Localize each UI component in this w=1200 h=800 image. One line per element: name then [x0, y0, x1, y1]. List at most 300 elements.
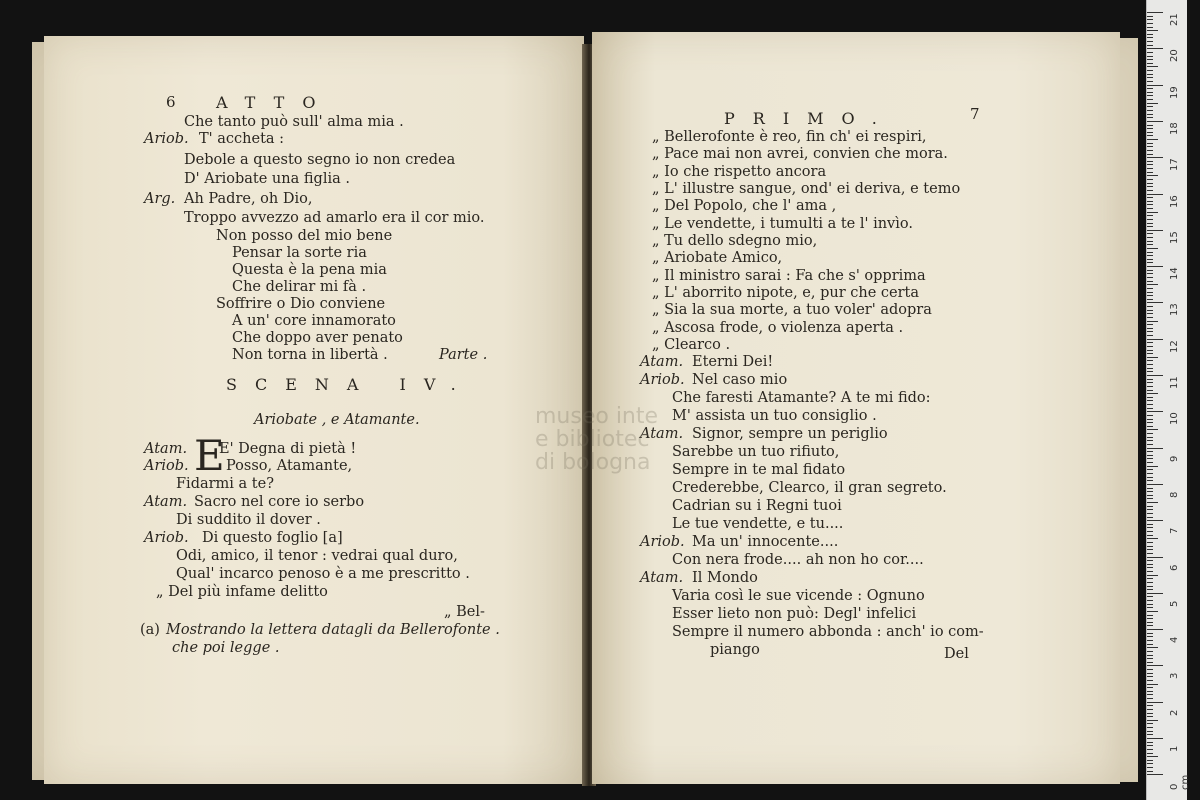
verse-line: Che delirar mi fà . [232, 279, 367, 295]
ruler-tick [1147, 723, 1153, 724]
ruler-tick [1147, 371, 1153, 372]
ruler-tick [1147, 190, 1153, 191]
ruler-tick [1147, 85, 1163, 86]
quoted-line: „ Pace mai non avrei, convien che mora. [652, 146, 948, 162]
open-book [14, 14, 1134, 778]
verse-line: Le tue vendette, e tu.... [672, 516, 844, 532]
watermark-line: museo inte [535, 404, 659, 429]
ruler-tick [1147, 19, 1153, 20]
verse-line: Ma un' innocente.... [692, 534, 839, 550]
stage-direction: Parte . [439, 347, 488, 363]
ruler-tick [1147, 451, 1153, 452]
running-header: ATTO [216, 93, 334, 112]
ruler-tick [1147, 575, 1158, 576]
ruler-tick [1147, 328, 1153, 329]
speaker: Arg. [144, 191, 176, 207]
ruler-tick [1147, 484, 1163, 485]
ruler-tick [1147, 88, 1153, 89]
ruler-tick [1147, 745, 1153, 746]
ruler-tick [1147, 230, 1163, 231]
ruler-tick [1147, 59, 1153, 60]
ruler-tick [1147, 241, 1153, 242]
museum-watermark [535, 405, 658, 474]
ruler-tick [1147, 655, 1153, 656]
ruler-tick [1147, 531, 1153, 532]
ruler-tick [1147, 647, 1158, 648]
ruler-tick [1147, 146, 1153, 147]
ruler-tick [1147, 390, 1153, 391]
speaker: Atam. [640, 354, 684, 370]
ruler-tick [1147, 589, 1153, 590]
ruler-tick [1147, 404, 1153, 405]
ruler-tick [1147, 41, 1153, 42]
speaker: Atam. [144, 494, 188, 510]
ruler-tick [1147, 680, 1153, 681]
catchword: Del [944, 646, 969, 662]
ruler-tick [1147, 281, 1153, 282]
ruler-tick [1147, 295, 1153, 296]
quoted-line: „ Io che rispetto ancora [652, 164, 827, 180]
ruler-tick [1147, 262, 1153, 263]
drop-cap: E [194, 431, 225, 480]
ruler-tick [1147, 691, 1153, 692]
ruler-tick [1147, 549, 1153, 550]
quoted-line: „ Ariobate Amico, [652, 250, 783, 266]
ruler-tick [1147, 237, 1153, 238]
speaker: Ariob. [144, 530, 189, 546]
ruler-tick [1147, 720, 1158, 721]
ruler-tick [1147, 215, 1153, 216]
verse-line: Di suddito il dover . [176, 512, 321, 528]
ruler-tick [1147, 186, 1153, 187]
ruler-tick [1147, 448, 1163, 449]
quoted-line: „ Il ministro sarai : Fa che s' opprima [652, 268, 926, 284]
ruler-tick [1147, 66, 1158, 67]
ruler-tick [1147, 143, 1153, 144]
ruler-tick [1147, 644, 1153, 645]
verse-line: T' accheta : [199, 131, 285, 147]
verse-line: Crederebbe, Clearco, il gran segreto. [672, 480, 947, 496]
ruler-tick [1147, 466, 1158, 467]
ruler-tick [1147, 738, 1163, 739]
ruler-label: 2 [1169, 709, 1180, 716]
ruler-tick [1147, 458, 1153, 459]
ruler-tick [1147, 172, 1153, 173]
ruler-tick [1147, 408, 1153, 409]
verse-line: E' Degna di pietà ! [219, 441, 357, 457]
ruler-tick [1147, 132, 1153, 133]
ruler-tick [1147, 317, 1153, 318]
speaker: Ariob. [640, 534, 685, 550]
verse-line: Sarebbe un tuo rifiuto, [672, 444, 840, 460]
ruler-tick [1147, 150, 1153, 151]
ruler-tick [1147, 669, 1153, 670]
ruler-tick [1147, 742, 1153, 743]
ruler-tick [1147, 488, 1153, 489]
ruler-tick [1147, 139, 1158, 140]
verse-line: A un' core innamorato [232, 313, 396, 329]
ruler-label: 6 [1169, 564, 1180, 571]
ruler-label: 21 [1169, 13, 1180, 26]
ruler-label: 9 [1169, 455, 1180, 462]
ruler-tick [1147, 16, 1153, 17]
ruler-tick [1147, 564, 1153, 565]
ruler-tick [1147, 426, 1153, 427]
verse-line: Con nera frode.... ah non ho cor.... [672, 552, 924, 568]
verse-line: Debole a questo segno io non credea [184, 152, 456, 168]
ruler-tick [1147, 121, 1163, 122]
ruler-tick [1147, 727, 1153, 728]
ruler-tick [1147, 440, 1153, 441]
ruler-tick [1147, 774, 1163, 775]
ruler-tick [1147, 567, 1153, 568]
ruler-tick [1147, 477, 1153, 478]
ruler-tick [1147, 277, 1153, 278]
ruler-tick [1147, 350, 1153, 351]
ruler-tick [1147, 473, 1153, 474]
verse-line: Pensar la sorte ria [232, 245, 367, 261]
ruler-tick [1147, 360, 1153, 361]
ruler-label: 1 [1169, 745, 1180, 752]
ruler-tick [1147, 469, 1153, 470]
ruler-tick [1147, 175, 1158, 176]
ruler-tick [1147, 433, 1153, 434]
ruler-tick [1147, 223, 1153, 224]
quoted-line: „ Ascosa frode, o violenza aperta . [652, 320, 904, 336]
ruler-tick [1147, 763, 1153, 764]
measurement-ruler [1146, 0, 1191, 800]
ruler-tick [1147, 346, 1153, 347]
ruler-tick [1147, 560, 1153, 561]
ruler-tick [1147, 34, 1153, 35]
ruler-tick [1147, 422, 1153, 423]
watermark-line: e bibliotec [535, 427, 650, 452]
ruler-tick [1147, 509, 1153, 510]
verse-line: Soffrire o Dio conviene [216, 296, 386, 312]
ruler-tick [1147, 379, 1153, 380]
ruler-tick [1147, 506, 1153, 507]
ruler-tick [1147, 135, 1153, 136]
ruler-tick [1147, 321, 1158, 322]
ruler-tick [1147, 342, 1153, 343]
ruler-tick [1147, 756, 1158, 757]
ruler-tick [1147, 306, 1153, 307]
ruler-tick [1147, 611, 1158, 612]
ruler-tick [1147, 324, 1153, 325]
ruler-tick [1147, 760, 1153, 761]
ruler-tick [1147, 114, 1153, 115]
ruler-label: 17 [1169, 158, 1180, 172]
verse-line: Che doppo aver penato [232, 330, 403, 346]
verse-line: Ah Padre, oh Dio, [184, 191, 313, 207]
ruler-tick [1147, 658, 1153, 659]
ruler-tick [1147, 542, 1153, 543]
ruler-tick [1147, 30, 1158, 31]
speaker: Ariob. [640, 372, 685, 388]
ruler-tick [1147, 128, 1153, 129]
left-page [44, 36, 584, 784]
quoted-line: „ Sia la sua morte, a tuo voler' adopra [652, 302, 932, 318]
ruler-label: 12 [1169, 339, 1180, 353]
ruler-tick [1147, 125, 1153, 126]
speaker: Atam. [640, 426, 684, 442]
ruler-tick [1147, 571, 1153, 572]
quoted-line: „ Clearco . [652, 337, 731, 353]
ruler-tick [1147, 266, 1163, 267]
watermark-line: di bologna [535, 450, 651, 475]
quoted-line: „ L' aborrito nipote, e, pur che certa [652, 285, 919, 301]
verse-line: „ Del più infame delitto [156, 584, 328, 600]
ruler-tick [1147, 622, 1153, 623]
ruler-tick [1147, 63, 1153, 64]
ruler-tick [1147, 684, 1158, 685]
ruler-tick [1147, 273, 1153, 274]
ruler-tick [1147, 364, 1153, 365]
ruler-tick [1147, 698, 1153, 699]
ruler-tick [1147, 292, 1153, 293]
ruler-tick [1147, 299, 1153, 300]
speaker: Ariob. [144, 458, 189, 474]
quoted-line: „ L' illustre sangue, ond' ei deriva, e temo [652, 181, 961, 197]
ruler-tick [1147, 357, 1158, 358]
footnote-continuation: che poi legge . [172, 640, 280, 656]
ruler-tick [1147, 154, 1153, 155]
verse-line: Questa è la pena mia [232, 262, 387, 278]
page-number: 7 [970, 105, 980, 123]
ruler-label: 18 [1169, 122, 1180, 135]
ruler-unit: 0 cm [1169, 774, 1191, 790]
ruler-tick [1147, 248, 1158, 249]
ruler-tick [1147, 734, 1153, 735]
quoted-line: „ Le vendette, i tumulti a te l' invìo. [652, 216, 913, 232]
ruler-label: 19 [1169, 85, 1180, 99]
ruler-tick [1147, 702, 1163, 703]
ruler-label: 20 [1169, 49, 1180, 63]
ruler-tick [1147, 429, 1158, 430]
ruler-tick [1147, 288, 1153, 289]
ruler-tick [1147, 651, 1153, 652]
ruler-tick [1147, 110, 1153, 111]
ruler-tick [1147, 52, 1153, 53]
ruler-tick [1147, 498, 1153, 499]
verse-line: Che tanto può sull' alma mia . [184, 114, 404, 130]
ruler-tick [1147, 375, 1163, 376]
ruler-tick [1147, 302, 1163, 303]
verse-line: Non torna in libertà . [232, 347, 388, 363]
right-page [592, 32, 1120, 784]
ruler-tick [1147, 633, 1153, 634]
quoted-line: „ Del Popolo, che l' ama , [652, 198, 837, 214]
ruler-tick [1147, 607, 1153, 608]
ruler-tick [1147, 37, 1153, 38]
ruler-tick [1147, 397, 1153, 398]
verse-line: M' assista un tuo consiglio . [672, 408, 877, 424]
ruler-tick [1147, 244, 1153, 245]
verse-line: Posso, Atamante, [226, 458, 353, 474]
verse-line: Fidarmi a te? [176, 476, 274, 492]
ruler-label: 11 [1169, 376, 1180, 389]
ruler-tick [1147, 56, 1153, 57]
verse-line: Sempre il numero abbonda : anch' io com- [672, 624, 984, 640]
ruler-tick [1147, 749, 1153, 750]
ruler-tick [1147, 45, 1153, 46]
ruler-tick [1147, 74, 1153, 75]
ruler-tick [1147, 201, 1153, 202]
scene-title: SCENA IV. [226, 375, 474, 394]
footnote-marker: (a) [140, 622, 160, 638]
ruler-tick [1147, 713, 1153, 714]
ruler-tick [1147, 77, 1153, 78]
ruler-tick [1147, 386, 1153, 387]
ruler-tick [1147, 310, 1153, 311]
ruler-tick [1147, 212, 1158, 213]
verse-line: Il Mondo [692, 570, 758, 586]
ruler-tick [1147, 640, 1153, 641]
ruler-label: 7 [1169, 527, 1180, 535]
ruler-tick [1147, 339, 1163, 340]
verse-line: Varia così le sue vicende : Ognuno [672, 588, 925, 604]
ruler-tick [1147, 99, 1153, 100]
ruler-tick [1147, 23, 1153, 24]
footnote: Mostrando la lettera datagli da Bellerofonte . [166, 622, 500, 638]
verse-line: Sacro nel core io serbo [194, 494, 365, 510]
ruler-tick [1147, 535, 1153, 536]
verse-line: Non posso del mio bene [216, 228, 393, 244]
ruler-tick [1147, 161, 1153, 162]
ruler-tick [1147, 95, 1153, 96]
ruler-tick [1147, 771, 1153, 772]
ruler-tick [1147, 502, 1158, 503]
ruler-tick [1147, 596, 1153, 597]
ruler-tick [1147, 455, 1153, 456]
ruler-tick [1147, 255, 1153, 256]
ruler-tick [1147, 731, 1153, 732]
ruler-label: 5 [1169, 600, 1180, 607]
ruler-tick [1147, 767, 1153, 768]
ruler-tick [1147, 194, 1163, 195]
speaker: Atam. [144, 441, 188, 457]
ruler-tick [1147, 687, 1153, 688]
verse-line: piango [710, 642, 760, 658]
quoted-line: „ Tu dello sdegno mio, [652, 233, 818, 249]
ruler-tick [1147, 204, 1153, 205]
ruler-tick [1147, 513, 1153, 514]
ruler-tick [1147, 527, 1153, 528]
ruler-tick [1147, 335, 1153, 336]
verse-line: Di questo foglio [a] [202, 530, 343, 546]
ruler-tick [1147, 586, 1153, 587]
ruler-tick [1147, 103, 1158, 104]
ruler-tick [1147, 520, 1163, 521]
ruler-tick [1147, 208, 1153, 209]
ruler-tick [1147, 106, 1153, 107]
ruler-tick [1147, 382, 1153, 383]
verse-line: Che faresti Atamante? A te mi fido: [672, 390, 931, 406]
ruler-tick [1147, 70, 1153, 71]
ruler-tick [1147, 557, 1163, 558]
ruler-label: 13 [1169, 303, 1180, 317]
ruler-tick [1147, 219, 1153, 220]
ruler-tick [1147, 578, 1153, 579]
ruler-tick [1147, 226, 1153, 227]
ruler-tick [1147, 524, 1153, 525]
ruler-tick [1147, 694, 1153, 695]
verse-line: Troppo avvezzo ad amarlo era il cor mio. [184, 210, 485, 226]
ruler-tick [1147, 444, 1153, 445]
ruler-label: 3 [1169, 673, 1180, 680]
ruler-tick [1147, 665, 1163, 666]
ruler-tick [1147, 331, 1153, 332]
ruler-tick [1147, 636, 1153, 637]
verse-line: Cadrian su i Regni tuoi [672, 498, 842, 514]
ruler-tick [1147, 400, 1153, 401]
page-number: 6 [166, 93, 176, 111]
ruler-label: 14 [1169, 267, 1180, 281]
ruler-tick [1147, 419, 1153, 420]
ruler-tick [1147, 117, 1153, 118]
ruler-tick [1147, 92, 1153, 93]
ruler-tick [1147, 753, 1153, 754]
ruler-tick [1147, 709, 1153, 710]
ruler-tick [1147, 197, 1153, 198]
ruler-tick [1147, 411, 1163, 412]
ruler-tick [1147, 546, 1153, 547]
ruler-tick [1147, 415, 1153, 416]
ruler-tick [1147, 179, 1153, 180]
ruler-tick [1147, 313, 1153, 314]
ruler-tick [1147, 12, 1163, 13]
ruler-tick [1147, 259, 1153, 260]
verse-line: Signor, sempre un periglio [692, 426, 888, 442]
running-header: PRIMO. [724, 109, 895, 128]
ruler-tick [1147, 270, 1153, 271]
ruler-tick [1147, 491, 1153, 492]
ruler-label: 15 [1169, 231, 1180, 244]
ruler-tick [1147, 553, 1153, 554]
ruler-tick [1147, 368, 1153, 369]
scene-characters: Ariobate , e Atamante. [254, 412, 420, 428]
ruler-tick [1147, 252, 1153, 253]
ruler-tick [1147, 353, 1153, 354]
ruler-label: 10 [1169, 412, 1180, 426]
verse-line: Sempre in te mal fidato [672, 462, 846, 478]
verse-line: Eterni Dei! [692, 354, 774, 370]
ruler-tick [1147, 673, 1153, 674]
ruler-tick [1147, 582, 1153, 583]
ruler-tick [1147, 716, 1153, 717]
ruler-tick [1147, 495, 1153, 496]
ruler-tick [1147, 517, 1153, 518]
ruler-tick [1147, 625, 1153, 626]
verse-line: Nel caso mio [692, 372, 788, 388]
ruler-tick [1147, 48, 1163, 49]
ruler-tick [1147, 157, 1163, 158]
ruler-label: 4 [1169, 636, 1180, 644]
ruler-tick [1147, 168, 1153, 169]
ruler-tick [1147, 629, 1163, 630]
verse-line: Qual' incarco penoso è a me prescritto . [176, 566, 470, 582]
catchword: „ Bel- [444, 604, 485, 620]
speaker: Ariob. [144, 131, 189, 147]
ruler-tick [1147, 233, 1153, 234]
ruler-tick [1147, 600, 1153, 601]
verse-line: D' Ariobate una figlia . [184, 171, 350, 187]
ruler-tick [1147, 480, 1153, 481]
ruler-tick [1147, 81, 1153, 82]
ruler-tick [1147, 284, 1158, 285]
ruler-tick [1147, 183, 1153, 184]
verse-line: Odi, amico, il tenor : vedrai qual duro, [176, 548, 458, 564]
